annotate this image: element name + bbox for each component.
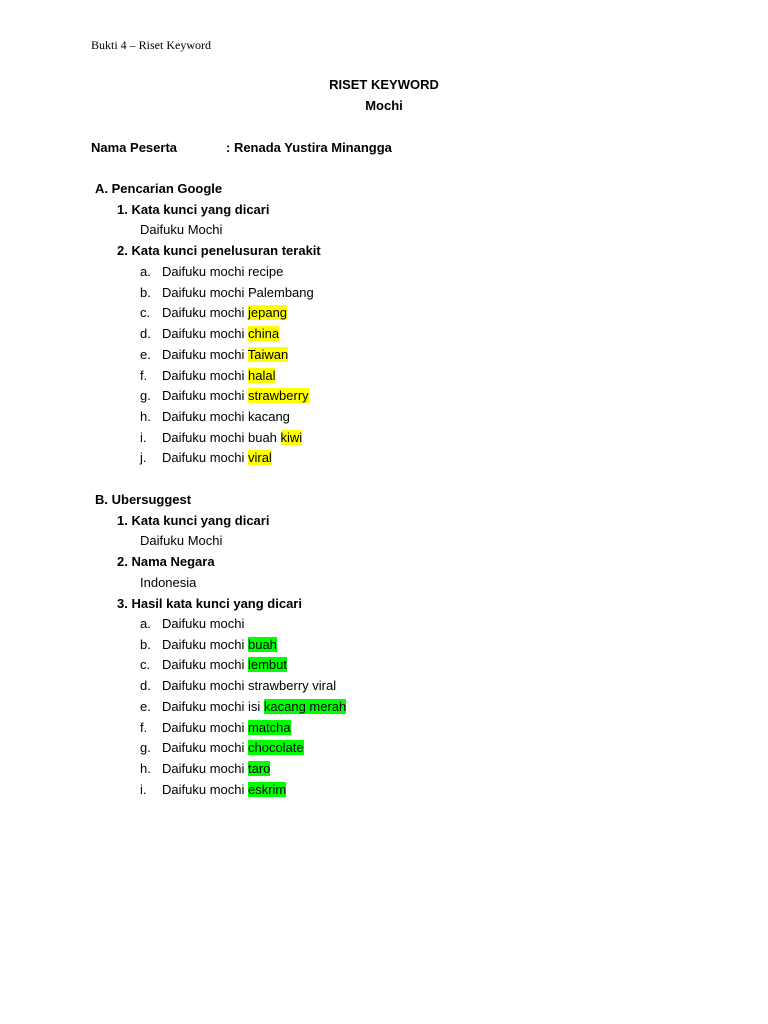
section-b-letter: d. (140, 678, 151, 694)
section-a-keyword-base: Daifuku mochi kacang (162, 408, 290, 424)
section-a-list-item (162, 285, 314, 301)
section-a-letter: c. (140, 305, 151, 321)
section-a-list-item (162, 430, 302, 446)
section-a-list-item (162, 409, 290, 425)
section-b-item3-label: 3. Hasil kata kunci yang dicari (117, 596, 302, 611)
section-b-keyword-base: Daifuku mochi isi (162, 698, 264, 714)
section-b-list-item (162, 657, 287, 673)
section-a-item1-label: 1. Kata kunci yang dicari (117, 202, 270, 217)
section-a-heading: A. Pencarian Google (95, 181, 223, 196)
section-a-keyword-base: Daifuku mochi Palembang (162, 284, 314, 300)
section-a-keyword-base: Daifuku mochi (162, 346, 248, 362)
section-a-keyword-base: Daifuku mochi (162, 367, 248, 383)
section-a-keyword-highlight: Taiwan (247, 346, 289, 362)
section-b-keyword-base: Daifuku mochi (162, 616, 245, 631)
section-b-heading: B. Ubersuggest (95, 492, 192, 507)
section-a-letter: b. (140, 284, 151, 300)
section-b-list-item (162, 616, 244, 632)
section-a-keyword-highlight: viral (247, 450, 272, 466)
section-b-keyword-highlight: matcha (247, 719, 291, 735)
section-b-letter: f. (140, 719, 148, 735)
section-b-keyword-base: Daifuku mochi (162, 760, 248, 776)
section-b-list-item (162, 720, 291, 736)
section-a-keyword-highlight: jepang (247, 305, 288, 321)
section-b-keyword-base: Daifuku mochi (162, 719, 248, 735)
section-a-keyword-highlight: strawberry (247, 388, 309, 404)
section-b-item1-value: Daifuku Mochi (140, 533, 223, 548)
section-b-letter: i. (140, 781, 147, 797)
section-b-item2-value: Indonesia (140, 575, 197, 590)
section-b-keyword-highlight: eskrim (247, 781, 287, 797)
section-b-list-item (162, 782, 286, 798)
section-b-letter: e. (140, 698, 151, 714)
section-a-keyword-base: Daifuku mochi (162, 326, 248, 342)
document-subtitle: Mochi (365, 98, 403, 113)
section-b-letter: b. (140, 636, 151, 652)
section-b-item1-label: 1. Kata kunci yang dicari (117, 513, 270, 528)
section-a-keyword-highlight: kiwi (280, 429, 303, 445)
section-a-keyword-base: Daifuku mochi (162, 388, 248, 404)
section-b-keyword-highlight: taro (247, 760, 271, 776)
section-a-letter: i. (140, 429, 147, 445)
section-b-list-item (162, 740, 304, 756)
section-b-keyword-base: Daifuku mochi (162, 636, 248, 652)
section-b-list-item (162, 637, 277, 653)
section-b-list-item (162, 678, 336, 694)
section-a-list-item (162, 326, 279, 342)
section-b-keyword-highlight: lembut (247, 657, 288, 673)
section-a-item1-value: Daifuku Mochi (140, 222, 223, 237)
section-b-keyword-base: Daifuku mochi (162, 781, 248, 797)
section-a-keyword-base: Daifuku mochi recipe (162, 264, 284, 279)
page-header: Bukti 4 – Riset Keyword (91, 38, 211, 52)
section-a-list-item (162, 305, 287, 321)
section-a-list-item (162, 264, 283, 280)
section-a-keyword-base: Daifuku mochi buah (162, 429, 281, 445)
section-a-letter: a. (140, 264, 151, 279)
section-a-keyword-highlight: china (247, 326, 280, 342)
participant-label: Nama Peserta (91, 140, 177, 155)
section-a-letter: f. (140, 367, 148, 383)
section-b-keyword-base: Daifuku mochi (162, 740, 248, 756)
section-b-keyword-highlight: kacang merah (263, 698, 347, 714)
section-b-list-item (162, 699, 346, 715)
section-a-list-item (162, 368, 275, 384)
section-a-list-item (162, 450, 272, 466)
section-b-keyword-highlight: chocolate (247, 740, 304, 756)
section-a-letter: j. (140, 450, 147, 466)
section-a-letter: h. (140, 408, 151, 424)
section-a-keyword-base: Daifuku mochi (162, 305, 248, 321)
section-a-letter: g. (140, 388, 151, 404)
section-a-letter: e. (140, 346, 151, 362)
section-a-letter: d. (140, 326, 151, 342)
participant-value: : Renada Yustira Minangga (226, 140, 392, 155)
section-a-keyword-highlight: halal (247, 367, 276, 383)
section-b-letter: g. (140, 740, 151, 756)
section-b-item2-label: 2. Nama Negara (117, 554, 215, 569)
section-a-list-item (162, 388, 309, 404)
section-a-keyword-base: Daifuku mochi (162, 450, 248, 466)
document-title: RISET KEYWORD (329, 77, 439, 92)
section-b-keyword-highlight: buah (247, 636, 277, 652)
section-b-letter: h. (140, 760, 151, 776)
section-b-keyword-base: Daifuku mochi (162, 657, 248, 673)
section-b-letter: a. (140, 616, 151, 631)
section-b-letter: c. (140, 657, 151, 673)
section-b-keyword-base: Daifuku mochi strawberry viral (162, 678, 337, 694)
section-a-item2-label: 2. Kata kunci penelusuran terakit (117, 243, 321, 258)
section-b-list-item (162, 761, 270, 777)
section-a-list-item (162, 347, 288, 363)
